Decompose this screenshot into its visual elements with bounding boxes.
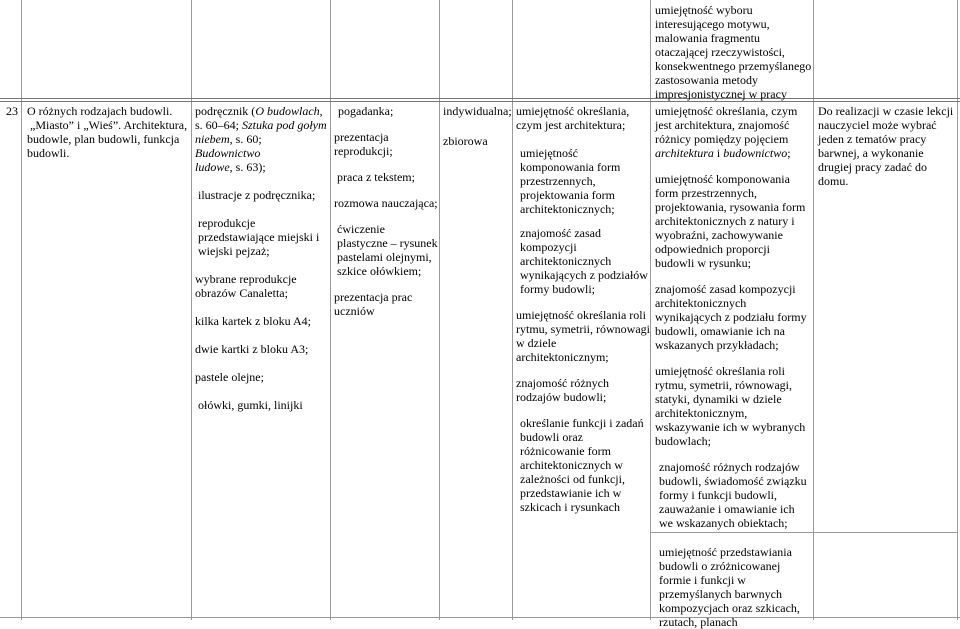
column-divider: [813, 0, 814, 620]
column-divider: [21, 0, 22, 620]
method-item: pogadanka;: [338, 104, 394, 118]
method-item: prezentacja prac uczniów: [334, 290, 413, 318]
skill-basic-item: określanie funkcji i zadań budowli oraz różnicowanie form architektonicznych w zależności od funkcji, przedstawianie ich w szkicach i rysunkach: [520, 416, 644, 514]
skill-extended-item: znajomość różnych rodzajów budowli, świadomość związku formy i funkcji budowli, zauważanie i omawianie ich we wskazanych obiektach;: [659, 460, 807, 530]
skill-extended-item: umiejętność komponowania form przestrzennych, projektowania, rysowania form architektonicznych z natury i wyobraźni, zachowywanie odpowiednich proporcji budowli w rysunku;: [655, 172, 806, 270]
column-divider: [439, 0, 440, 620]
skill-extended-item: umiejętność określania roli rytmu, symetrii, równowagi, statyki, dynamiki w dziele architektonicznym, wskazywanie ich w wybranych budowlach;: [655, 364, 806, 448]
skill-basic-item: znajomość różnych rodzajów budowli;: [516, 376, 609, 404]
skills-extended-top: umiejętność wyboru interesującego motywu, malowania fragmentu otaczającej rzeczywistości, konsekwentnego przemyślanego zastosowania metody impresjonistycznej w pracy: [655, 3, 812, 101]
material-item: ilustracje z podręcznika;: [198, 188, 316, 202]
method-item: prezentacja reprodukcji;: [334, 130, 393, 158]
skill-basic-item: znajomość zasad kompozycji architektonicznych wynikających z podziałów formy budowli;: [520, 226, 648, 296]
material-item: podręcznik (O budowlach, s. 60–64; Sztuka pod gołym niebem, s. 60; Budownictwo ludowe, s. 63);: [195, 104, 327, 174]
materials-cell: [195, 104, 328, 412]
row-divider: [0, 617, 960, 618]
method-item: praca z tekstem;: [337, 170, 415, 184]
skill-extended-item: umiejętność określania, czym jest architektura, znajomość różnicy pomiędzy pojęciem architektura i budownictwo;: [655, 104, 798, 160]
skill-extended-item: znajomość zasad kompozycji architektonicznych wynikających z podziału formy budowli, omawianie ich na wskazanych przykładach;: [655, 282, 807, 352]
method-item: ćwiczenie plastyczne – rysunek pastelami olejnymi, szkice ołówkiem;: [337, 222, 438, 278]
material-item: reprodukcje przedstawiające miejski i wiejski pejzaż;: [198, 216, 320, 258]
forms-cell: [443, 104, 513, 148]
skill-basic-item: umiejętność określania, czym jest architektura;: [516, 104, 630, 132]
notes-cell: Do realizacji w czasie lekcji nauczyciel może wybrać jeden z tematów pracy barwnej, a wykonanie drugiej pracy zadać do domu.: [818, 104, 954, 188]
row-divider: [0, 98, 960, 102]
form-item: indywidualna;: [443, 104, 512, 118]
method-item: rozmowa nauczająca;: [334, 196, 438, 210]
skills-basic-cell: [516, 104, 650, 514]
skill-basic-item: umiejętność określania roli rytmu, symetrii, równowagi w dziele architektonicznym;: [516, 308, 650, 364]
material-item: ołówki, gumki, linijki: [198, 398, 303, 412]
topic-line: „Miasto” i „Wieś”. Architektura,: [30, 118, 188, 132]
topic-line: budowli.: [27, 146, 70, 160]
row-number: 23: [6, 104, 18, 118]
column-divider: [330, 0, 331, 620]
skill-extended-item: umiejętność przedstawiania budowli o zróżnicowanej formie i funkcji w przemyślanych barwnych kompozycjach oraz szkicach, rzutach, planach: [659, 545, 800, 629]
topic-line: budowle, plan budowli, funkcja: [27, 132, 180, 146]
skills-extended-cell: [655, 104, 811, 530]
form-item: zbiorowa: [443, 134, 488, 148]
column-divider: [191, 0, 192, 620]
topic-cell: [27, 104, 189, 160]
methods-cell: [334, 104, 438, 318]
row-divider: [650, 532, 957, 533]
material-item: pastele olejne;: [195, 370, 264, 384]
material-item: dwie kartki z bloku A3;: [195, 342, 309, 356]
skill-basic-item: umiejętność komponowania form przestrzennych, projektowania form architektonicznych;: [520, 146, 621, 216]
column-divider: [512, 0, 513, 620]
material-item: wybrane reprodukcje obrazów Canaletta;: [195, 272, 297, 300]
column-divider: [957, 0, 958, 620]
column-divider: [650, 0, 651, 620]
topic-line: O różnych rodzajach budowli.: [27, 104, 173, 118]
material-item: kilka kartek z bloku A4;: [195, 314, 311, 328]
